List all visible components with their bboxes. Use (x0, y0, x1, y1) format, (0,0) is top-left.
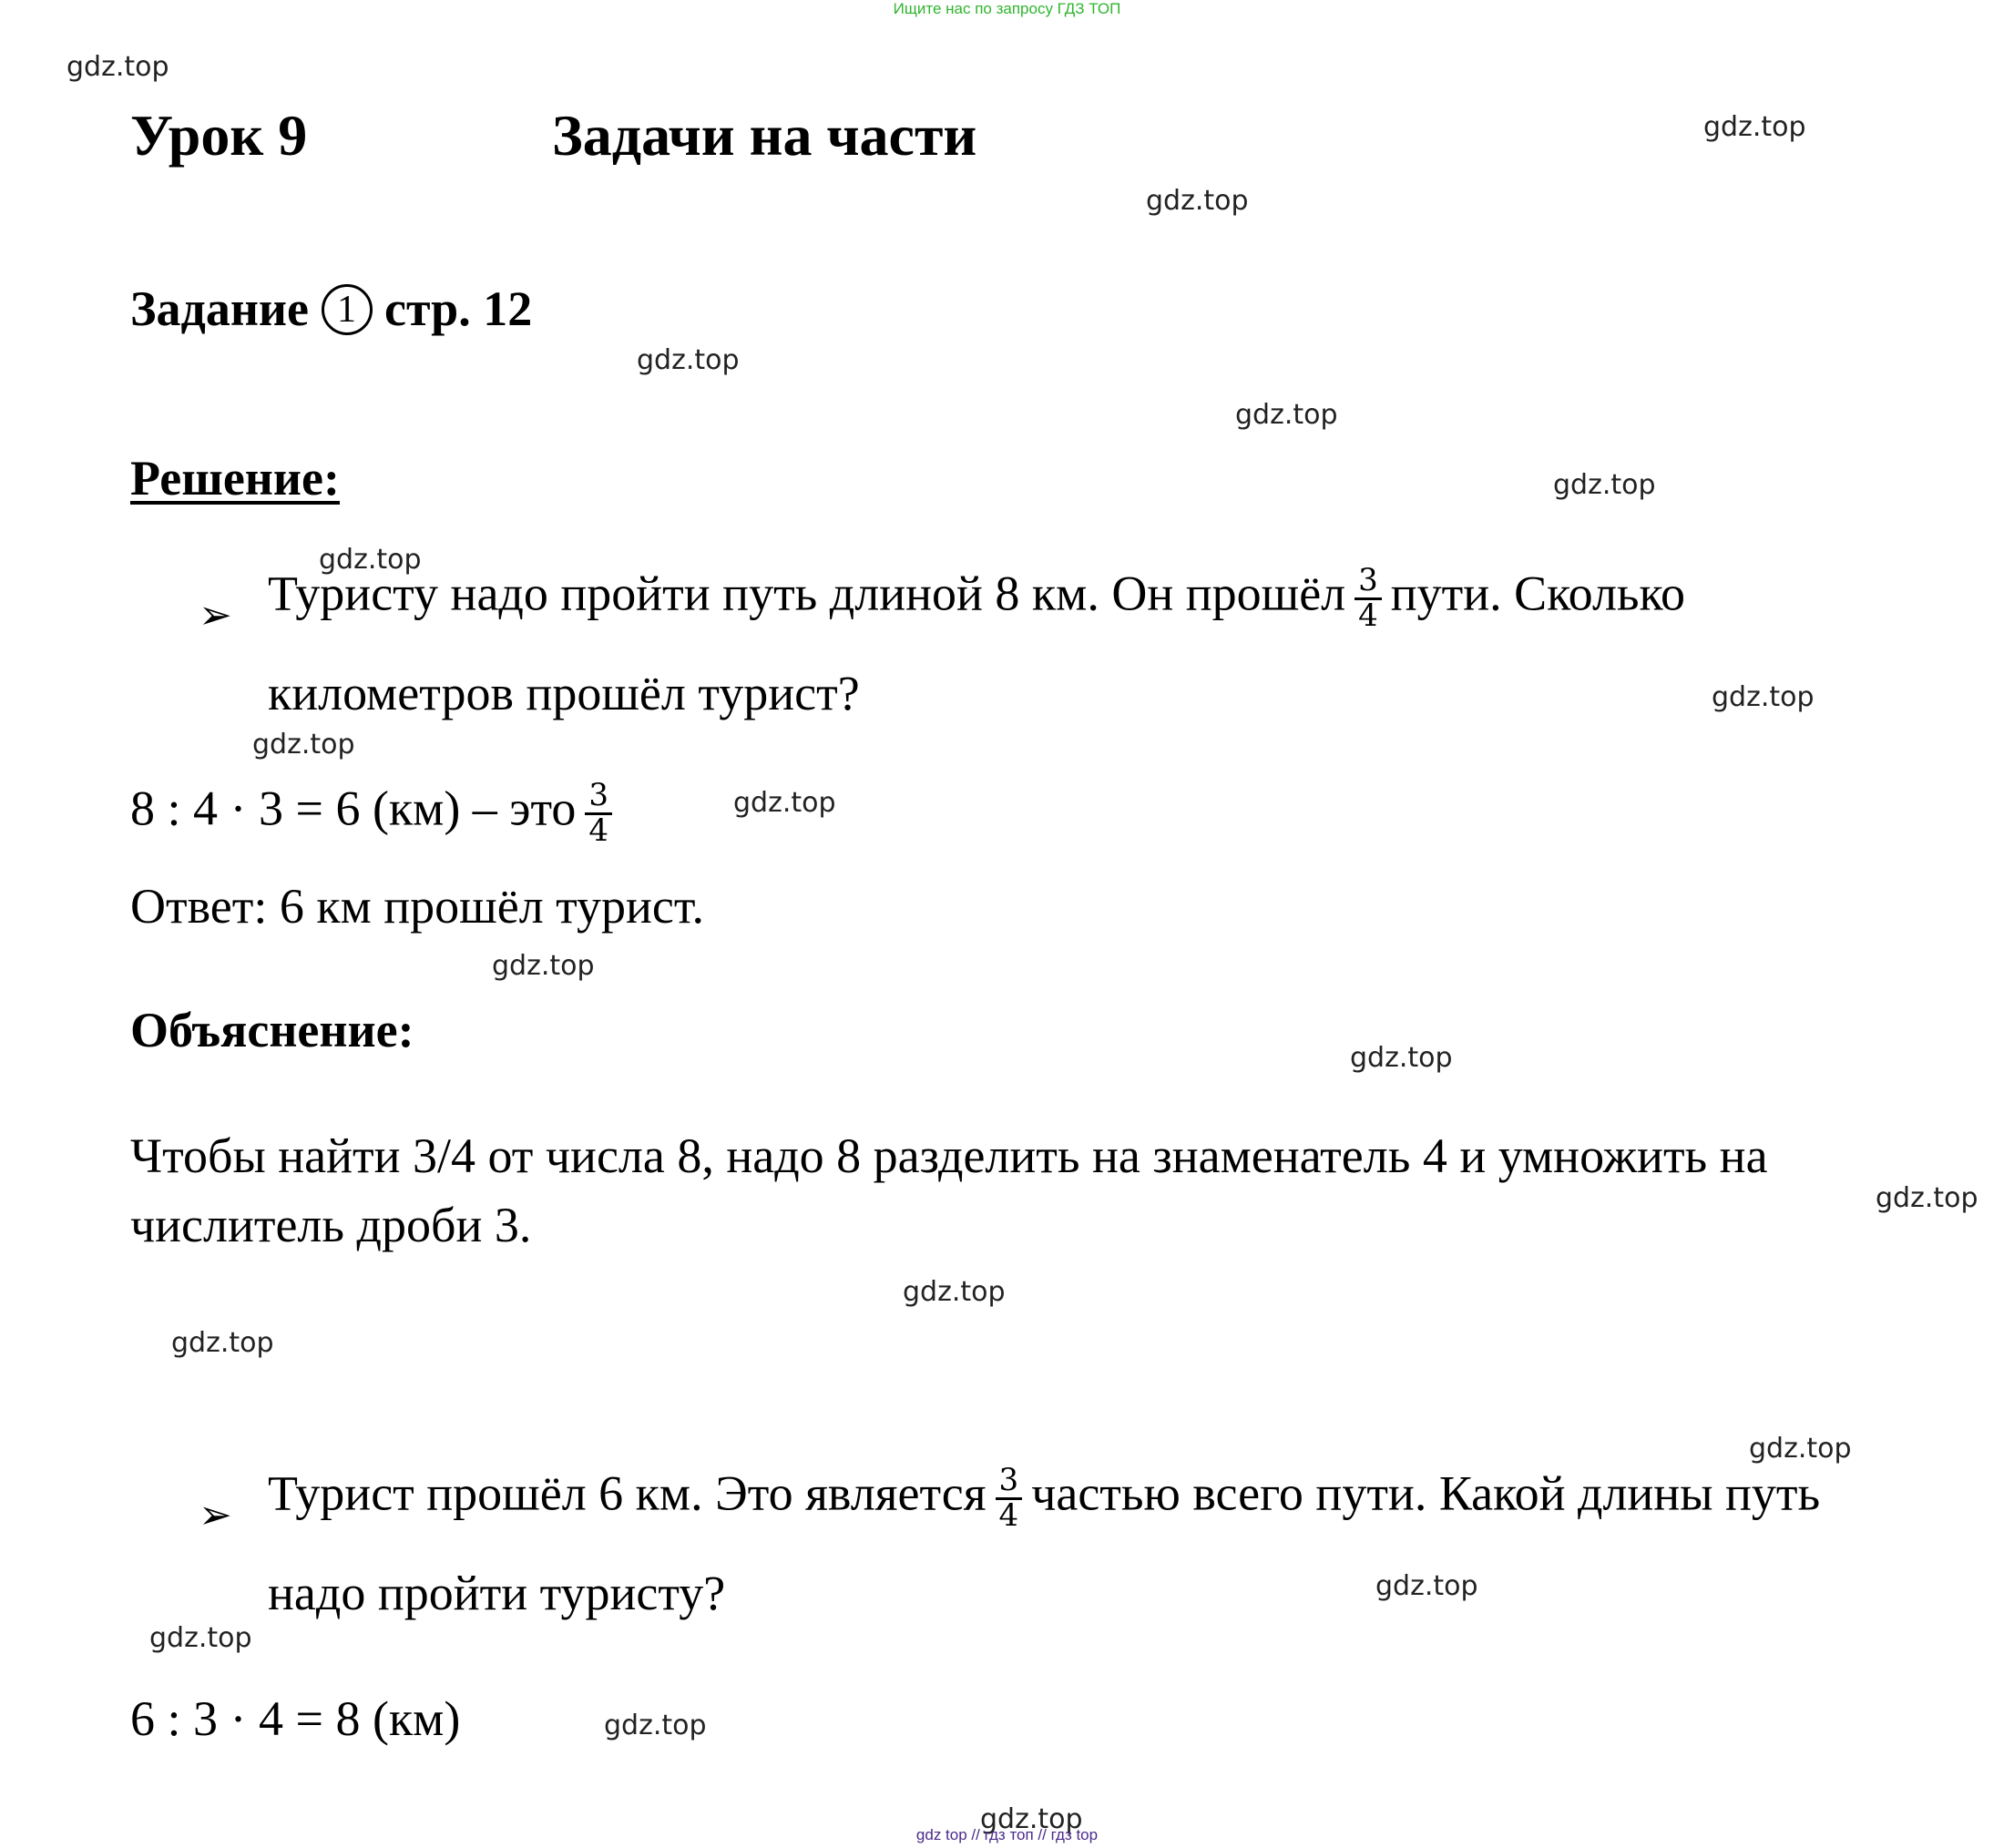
watermark: gdz.top (252, 729, 355, 761)
task-heading (130, 281, 532, 337)
watermark: gdz.top (1146, 185, 1249, 217)
explanation-heading: Объяснение: (130, 1003, 414, 1057)
watermark: gdz.top (1712, 681, 1815, 713)
fraction-numerator: 3 (585, 780, 612, 815)
lesson-title: Задачи на части (552, 103, 977, 168)
watermark: gdz.top (604, 1710, 707, 1741)
watermark: gdz.top (1553, 469, 1656, 501)
problem2-line1 (268, 1462, 1821, 1534)
lesson-number: Урок 9 (130, 103, 308, 168)
fraction-denominator: 4 (588, 812, 609, 849)
answer1: Ответ: 6 км прошёл турист. (130, 879, 704, 934)
watermark: gdz.top (492, 950, 595, 982)
bullet-arrow-icon: ➢ (199, 1492, 232, 1538)
watermark: gdz.top (1375, 1570, 1478, 1602)
task-number-circle: 1 (322, 284, 373, 335)
watermark: gdz.top (319, 544, 422, 576)
bullet-arrow-icon: ➢ (199, 592, 232, 638)
watermark: gdz.top (66, 51, 169, 83)
problem1-line1 (268, 562, 1686, 634)
explanation-line1: Чтобы найти 3/4 от числа 8, надо 8 разделить на знаменатель 4 и умножить на (130, 1128, 1768, 1183)
fraction-numerator: 3 (1355, 565, 1382, 600)
fraction (1355, 562, 1382, 634)
problem1-line2: километров прошёл турист? (268, 666, 860, 720)
fraction (585, 777, 612, 849)
footer-links: gdz top // гдз топ // гдз top (915, 1826, 1099, 1843)
watermark: gdz.top (903, 1276, 1006, 1308)
task-prefix: Задание (130, 281, 310, 336)
top-banner: Ищите нас по запросу ГДЗ ТОП (893, 0, 1121, 17)
explanation-line2: числитель дроби 3. (130, 1198, 532, 1252)
fraction-denominator: 4 (1358, 597, 1378, 634)
problem2-text-before: Турист прошёл 6 км. Это является (268, 1465, 987, 1521)
problem2-text-after: частью всего пути. Какой длины путь (1031, 1465, 1821, 1521)
solution-heading: Решение: (130, 451, 340, 505)
calc2: 6 : 3 · 4 = 8 (км) (130, 1691, 461, 1746)
fraction (996, 1462, 1023, 1534)
problem1-text-after: пути. Сколько (1390, 566, 1686, 621)
fraction-denominator: 4 (998, 1496, 1019, 1534)
problem2-line2: надо пройти туристу? (268, 1566, 726, 1620)
problem1-text-before: Туристу надо пройти путь длиной 8 км. Он прошёл (268, 566, 1346, 621)
watermark: gdz.top (1235, 399, 1338, 431)
task-page: стр. 12 (384, 281, 533, 336)
watermark: gdz.top (1876, 1182, 1978, 1214)
watermark: gdz.top (1749, 1433, 1852, 1465)
calc1-text: 8 : 4 · 3 = 6 (км) – это (130, 781, 577, 836)
watermark: gdz.top (1703, 111, 1806, 143)
fraction-numerator: 3 (996, 1465, 1023, 1500)
watermark: gdz.top (1350, 1042, 1453, 1074)
watermark: gdz.top (171, 1327, 274, 1359)
watermark: gdz.top (637, 344, 740, 376)
watermark: gdz.top (980, 1803, 1083, 1835)
watermark: gdz.top (149, 1622, 252, 1654)
calc1 (130, 777, 621, 849)
watermark: gdz.top (733, 787, 836, 819)
